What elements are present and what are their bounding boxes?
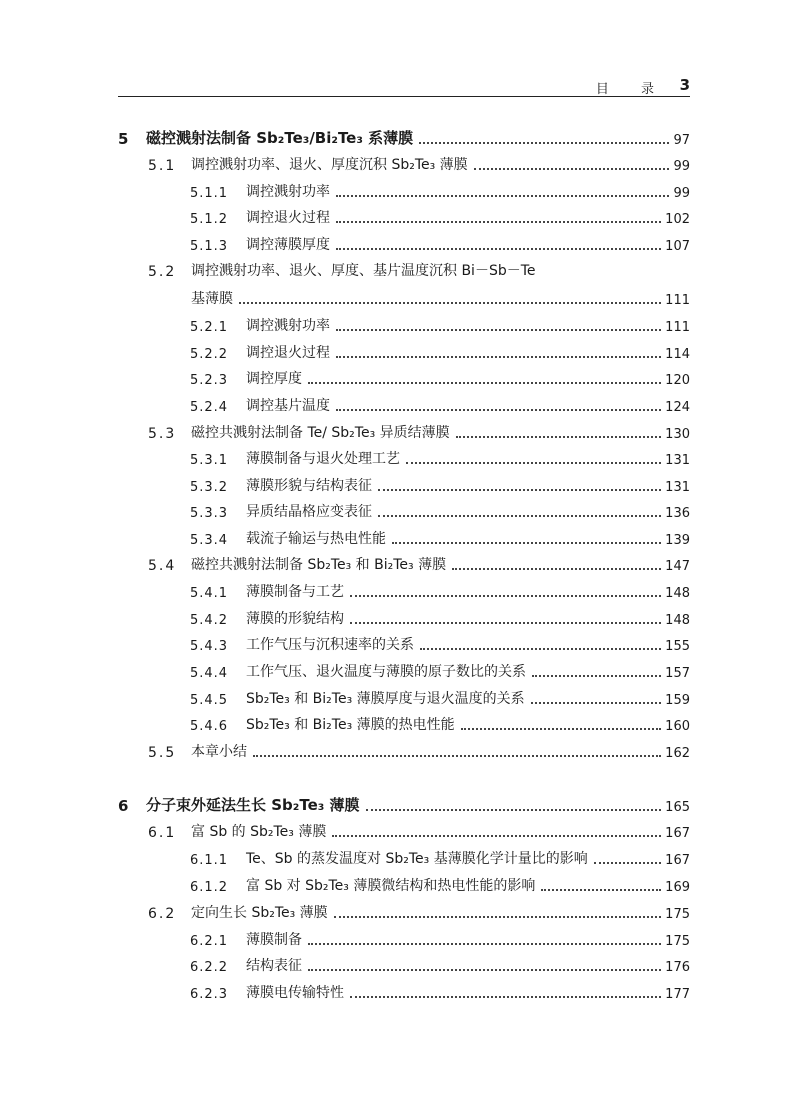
toc-entry-title: 基薄膜 [191,291,233,307]
toc-entry-number: 5.3.4 [190,533,229,548]
toc-leader-dots [336,247,661,250]
toc-entry-page: 148 [665,613,690,628]
toc-entry[interactable] [118,630,690,654]
toc-entry-page: 131 [665,480,690,495]
toc-entry-number: 5.2.2 [190,347,229,362]
toc-leader-dots [336,408,661,411]
toc-entry[interactable] [118,604,690,628]
toc-entry-number: 6.2.2 [190,960,229,975]
toc-leader-dots [378,488,661,491]
toc-entry-page: 97 [673,133,690,148]
toc-leader-dots [308,968,661,971]
toc-leader-dots [531,701,662,704]
toc-entry-number: 6.2 [148,906,177,922]
toc-entry[interactable] [118,124,690,148]
toc-entry-title: 工作气压与沉积速率的关系 [246,637,414,653]
toc-entry-title: 薄膜电传输特性 [246,985,344,1001]
toc-entry[interactable] [118,150,690,174]
toc-entry[interactable] [118,497,690,521]
running-header [118,78,690,97]
toc-entry[interactable] [118,338,690,362]
toc-entry[interactable] [118,284,690,308]
toc-entry-page: 162 [665,746,690,761]
toc-entry-page: 148 [665,586,690,601]
toc-entry[interactable] [118,203,690,227]
toc-entry-title: 薄膜制备 [246,932,302,948]
toc-entry-number: 5.4 [148,558,177,574]
toc-entry-title: Sb₂Te₃ 和 Bi₂Te₃ 薄膜厚度与退火温度的关系 [246,691,525,707]
toc-entry-number: 6.1.2 [190,880,229,895]
toc-entry-number: 6.1.1 [190,853,229,868]
toc-leader-dots [392,541,661,544]
toc-entry[interactable] [118,978,690,1002]
toc-entry-title: 调控退火过程 [246,210,330,226]
toc-entry-title: 磁控共溅射法制备 Sb₂Te₃ 和 Bi₂Te₃ 薄膜 [191,557,447,573]
toc-entry-number: 5.4.1 [190,586,229,601]
toc-entry-title: 富 Sb 的 Sb₂Te₃ 薄膜 [191,824,327,840]
toc-entry-title: 调控退火过程 [246,345,330,361]
toc-entry-page: 147 [665,559,690,574]
toc-leader-dots [332,834,661,837]
toc-leader-dots [336,355,661,358]
toc-leader-dots [474,167,670,170]
toc-entry-number: 5.2.3 [190,373,229,388]
toc-entry-number: 5.3.2 [190,480,229,495]
toc-entry-page: 102 [665,212,690,227]
toc-entry-page: 124 [665,400,690,415]
toc-entry-title: 工作气压、退火温度与薄膜的原子数比的关系 [246,664,526,680]
toc-entry[interactable] [118,898,690,922]
toc-entry-page: 175 [665,934,690,949]
toc-leader-dots [456,435,662,438]
toc-entry-number: 5.4.5 [190,693,229,708]
toc-entry-title: 调控溅射功率 [246,318,330,334]
toc-entry-title: 富 Sb 对 Sb₂Te₃ 薄膜微结构和热电性能的影响 [246,878,536,894]
toc-leader-dots [308,942,661,945]
toc-entry-title: 分子束外延法生长 Sb₂Te₃ 薄膜 [146,796,360,814]
toc-entry-page: 159 [665,693,690,708]
header-label: 目 录 [595,82,668,97]
toc-leader-dots [239,301,661,304]
toc-entry-title: 定向生长 Sb₂Te₃ 薄膜 [191,905,328,921]
toc-entry-page: 167 [665,853,690,868]
toc-leader-dots [308,381,661,384]
toc-entry[interactable] [118,844,690,868]
toc-leader-dots [336,220,661,223]
toc-entry-title: 结构表征 [246,958,302,974]
toc-leader-dots [253,754,661,757]
toc-entry-page: 114 [665,347,690,362]
toc-entry-title: 薄膜形貌与结构表征 [246,478,372,494]
toc-entry-number: 5.3.1 [190,453,229,468]
toc-leader-dots [336,328,661,331]
toc-entry-title: 调控溅射功率、退火、厚度沉积 Sb₂Te₃ 薄膜 [191,157,468,173]
toc-leader-dots [378,514,661,517]
toc-entry-number: 6.1 [148,825,177,841]
toc-entry-page: 169 [665,880,690,895]
toc-leader-dots [336,194,669,197]
toc-entry-number: 5.1.3 [190,239,229,254]
toc-leader-dots [542,275,686,276]
toc-entry-page: 99 [673,159,690,174]
toc-entry-number: 5.2.1 [190,320,229,335]
toc-entry-page: 167 [665,826,690,841]
toc-entry-title: 调控厚度 [246,371,302,387]
toc-entry-number: 5.1.2 [190,212,229,227]
toc-entry-page: 136 [665,506,690,521]
toc-entry[interactable] [118,311,690,335]
toc-leader-dots [541,888,661,891]
toc-entry[interactable] [118,577,690,601]
toc-entry-number: 5 [118,130,129,148]
toc-leader-dots [461,727,662,730]
toc-entry-title: 薄膜制备与工艺 [246,584,344,600]
toc-entry-title: 调控薄膜厚度 [246,237,330,253]
toc-entry-title: 薄膜制备与退火处理工艺 [246,451,400,467]
toc-entry-page: 139 [665,533,690,548]
toc-entry-number: 5.2 [148,264,177,280]
toc-entry[interactable] [118,471,690,495]
toc-entry-number: 5.5 [148,745,177,761]
toc-entry-number: 6.2.3 [190,987,229,1002]
toc-entry-page: 175 [665,907,690,922]
toc-entry-title: 载流子输运与热电性能 [246,531,386,547]
toc-entry-page: 131 [665,453,690,468]
header-page-number: 3 [679,76,690,94]
toc-entry-title: 异质结晶格应变表征 [246,504,372,520]
toc-entry[interactable] [118,444,690,468]
toc-entry-title: 调控溅射功率 [246,184,330,200]
toc-entry-page: 165 [665,800,690,815]
toc-entry-page: 99 [673,186,690,201]
toc-entry-number: 5.4.2 [190,613,229,628]
toc-entry-page: 120 [665,373,690,388]
toc-entry-page: 155 [665,639,690,654]
toc-leader-dots [350,594,661,597]
toc-entry[interactable] [118,256,690,280]
toc-entry-number: 5.4.6 [190,719,229,734]
toc-entry[interactable] [118,230,690,254]
toc-entry-number: 5.3.3 [190,506,229,521]
toc-entry-page: 177 [665,987,690,1002]
toc-entry-number: 5.2.4 [190,400,229,415]
toc-leader-dots [532,674,661,677]
toc-entry[interactable] [118,391,690,415]
toc-entry-title: 调控基片温度 [246,398,330,414]
toc-entry-page: 111 [665,293,690,308]
toc-entry[interactable] [118,737,690,761]
toc-entry-page: 107 [665,239,690,254]
toc-entry[interactable] [118,710,690,734]
toc-leader-dots [350,621,661,624]
toc-entry[interactable] [118,871,690,895]
toc-entry[interactable] [118,364,690,388]
toc-entry-title: Sb₂Te₃ 和 Bi₂Te₃ 薄膜的热电性能 [246,717,455,733]
toc-entry[interactable] [118,177,690,201]
toc-leader-dots [334,915,661,918]
toc-entry-page: 160 [665,719,690,734]
toc-entry-title: 磁控溅射法制备 Sb₂Te₃/Bi₂Te₃ 系薄膜 [146,129,414,147]
toc-entry[interactable] [118,524,690,548]
toc-entry-number: 5.1.1 [190,186,229,201]
toc-entry-number: 6.2.1 [190,934,229,949]
toc-leader-dots [452,567,661,570]
toc-entry-title: 调控溅射功率、退火、厚度、基片温度沉积 Bi－Sb－Te [191,263,536,279]
toc-entry[interactable] [118,657,690,681]
toc-entry-page: 130 [665,427,690,442]
toc-leader-dots [366,808,662,811]
toc-entry-number: 5.4.3 [190,639,229,654]
toc-entry-number: 6 [118,797,129,815]
toc-leader-dots [350,995,661,998]
toc-leader-dots [406,461,661,464]
toc-leader-dots [420,647,661,650]
toc-entry-title: 磁控共溅射法制备 Te/ Sb₂Te₃ 异质结薄膜 [191,425,450,441]
toc-entry-page: 176 [665,960,690,975]
toc-leader-dots [419,141,669,144]
toc-leader-dots [594,861,661,864]
toc-entry-page: 157 [665,666,690,681]
toc-entry-number: 5.1 [148,158,177,174]
toc-entry[interactable] [118,817,690,841]
toc-entry[interactable] [118,951,690,975]
toc-entry-page: 111 [665,320,690,335]
toc-entry-number: 5.4.4 [190,666,229,681]
toc-entry[interactable] [118,418,690,442]
toc-entry[interactable] [118,925,690,949]
toc-entry-title: Te、Sb 的蒸发温度对 Sb₂Te₃ 基薄膜化学计量比的影响 [246,851,588,867]
toc-entry-number: 5.3 [148,426,177,442]
toc-entry[interactable] [118,684,690,708]
toc-entry-title: 本章小结 [191,744,247,760]
toc-entry[interactable] [118,550,690,574]
toc-entry-title: 薄膜的形貌结构 [246,611,344,627]
toc-entry[interactable] [118,791,690,815]
